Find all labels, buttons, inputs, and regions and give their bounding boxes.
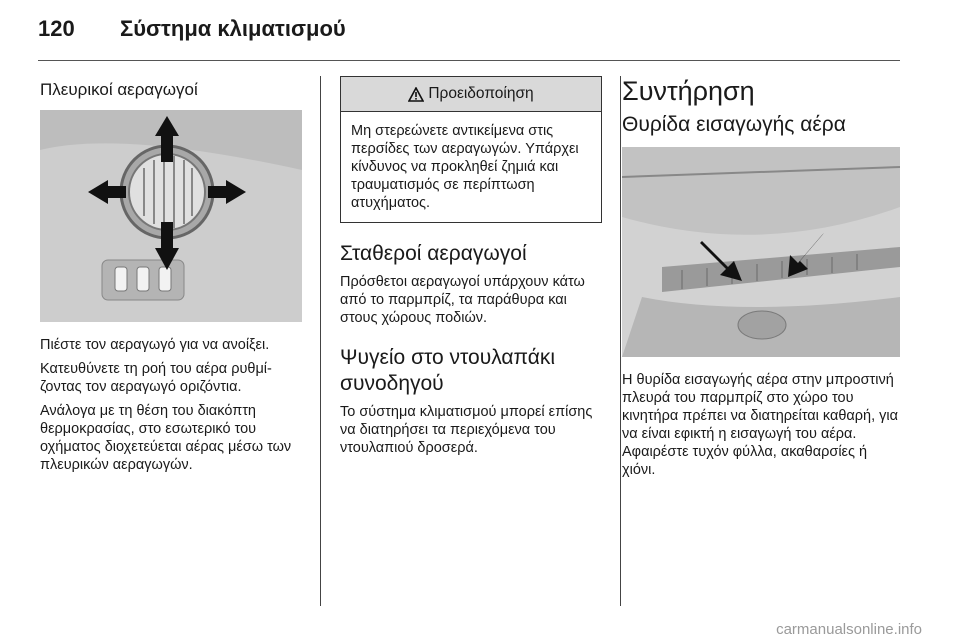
header-rule [38,60,900,61]
warning-title: Προειδοποίηση [428,85,534,102]
watermark: carmanualsonline.info [776,621,922,638]
glovebox-cooler-heading: Ψυγείο στο ντουλαπάκι συνοδηγού [340,346,556,395]
column-side-vents [40,80,302,480]
column-divider-left [320,76,321,606]
warning-text: Μη στερεώνετε αντικείμενα στις περσίδες των αεραγωγών. Υπάρχει κίνδυνος να προκληθεί ζημιά και τραυματισμός σε περίπτωση ατυχήματος. [351,123,579,211]
warning-triangle-icon [408,87,424,102]
air-intake-heading: Θυρίδα εισαγωγής αέρα [622,113,846,136]
side-vents-paragraph-3: Ανάλογα με τη θέση του διακόπτη θερμοκρασίας, στο εσωτερικό του οχήματος διοχετεύεται αέρας μέσω των πλευρικών αεραγωγών. [40,403,292,473]
column-maintenance [622,72,902,485]
fixed-vents-heading: Σταθεροί αεραγωγοί [340,242,527,265]
glovebox-cooler-text: Το σύστημα κλιματισμού μπορεί επίσης να διατηρήσει τα περιεχόμενα του ντουλαπιού δροσερά. [340,404,593,456]
side-vents-heading: Πλευρικοί αεραγωγοί [40,80,198,99]
warning-header [341,77,601,112]
side-vents-paragraph-2: Κατευθύνετε τη ροή του αέρα ρυθμίζοντας τον αεραγωγό οριζόντια. [40,361,272,395]
air-intake-illustration [622,147,900,357]
maintenance-title: Συντήρηση [622,76,755,106]
side-vent-illustration [40,110,302,322]
air-intake-text: Η θυρίδα εισαγωγής αέρα στην μπροστινή πλευρά του παρμπρίζ στο χώρο του κινητήρα πρέπει να διατηρείται καθαρή, για να είναι εφικτή η εισαγωγή του αέρα. Αφαιρέστε τυχόν φύλλα, ακαθαρσίες ή χιόνι. [622,372,899,478]
fixed-vents-text: Πρόσθετοι αεραγωγοί υπάρχουν κάτω από το παρμπρίζ, τα παράθυρα και στους χώρους ποδιών. [340,274,585,326]
side-vents-paragraph-1: Πιέστε τον αεραγωγό για να ανοίξει. [40,337,270,353]
warning-box [340,76,602,223]
column-fixed-vents [340,76,602,463]
column-divider-right [620,76,621,606]
page-header-title: Σύστημα κλιματισμού [120,16,346,41]
page-number: 120 [38,16,75,41]
air-intake-image [622,147,900,357]
side-vent-image [40,110,302,322]
